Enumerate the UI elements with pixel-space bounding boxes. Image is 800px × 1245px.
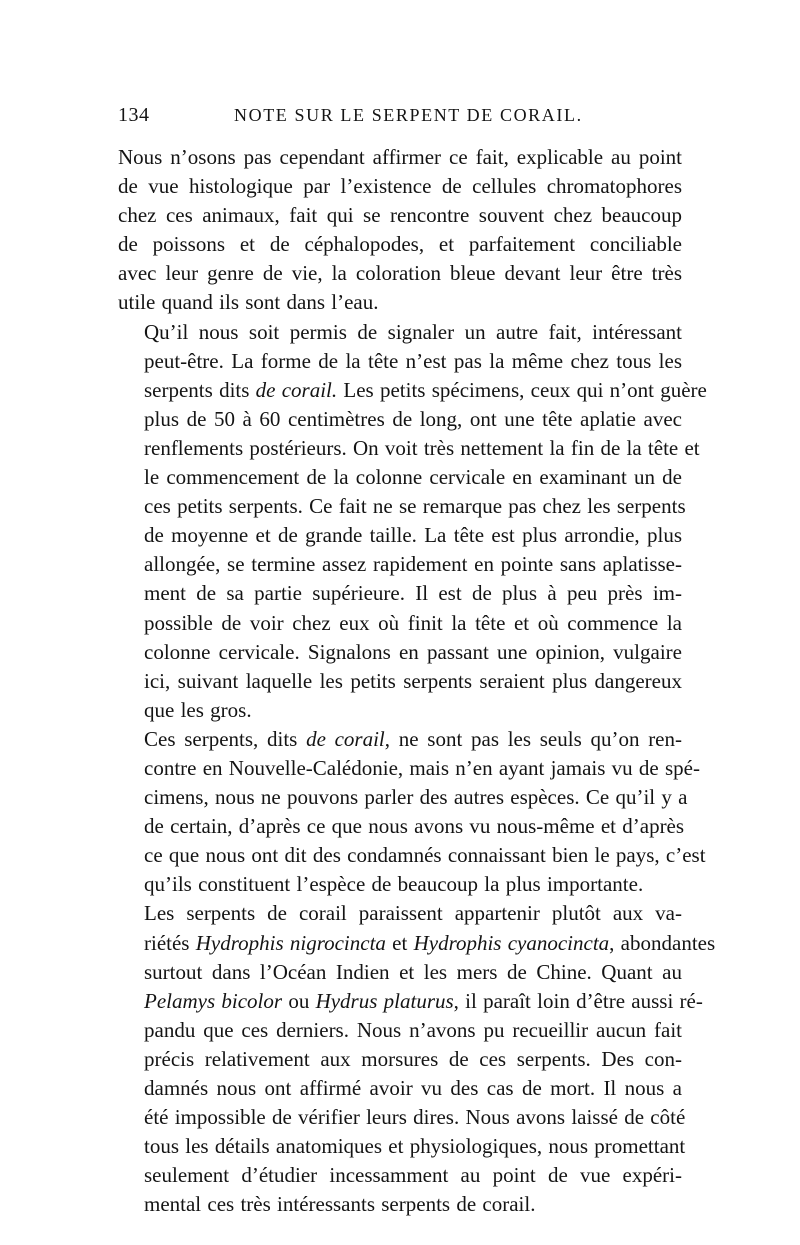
text-line: utile quand ils sont dans l’eau. <box>118 290 379 315</box>
text-line: qu’ils constituent l’espèce de beaucoup la plus importante. <box>144 872 644 897</box>
running-title: NOTE SUR LE SERPENT DE CORAIL. <box>234 105 583 125</box>
text-line: chez ces animaux, fait qui se rencontre souvent chez beaucoup <box>118 203 682 228</box>
text-line: colonne cervicale. Signalons en passant une opinion, vulgaire <box>144 639 682 664</box>
text-line: ces petits serpents. Ce fait ne se remarque pas chez les serpents <box>144 494 686 519</box>
text-line: Qu’il nous soit permis de signaler un autre fait, intéressant <box>144 319 682 344</box>
text-line: peut-être. La forme de la tête n’est pas la même chez tous les <box>144 348 682 373</box>
text-line: cimens, nous ne pouvons parler des autres espèces. Ce qu’il y a <box>144 785 688 810</box>
text-line: renflements postérieurs. On voit très nettement la fin de la tête et <box>144 435 700 460</box>
text-line: le commencement de la colonne cervicale en examinant un de <box>144 465 682 490</box>
text-line: possible de voir chez eux où finit la tête et où commence la <box>144 610 682 635</box>
italic-term: Hydrophis cyanocincta <box>413 930 610 955</box>
text-line: contre en Nouvelle-Calédonie, mais n’en ayant jamais vu de spé- <box>144 755 700 780</box>
text-line: ici, suivant laquelle les petits serpents seraient plus dangereux <box>144 668 682 693</box>
text-line: Les serpents de corail paraissent appartenir plutôt aux va- <box>144 901 682 926</box>
italic-term: Hydrophis nigrocincta <box>195 930 386 955</box>
paragraph <box>118 725 706 900</box>
page-number: 134 <box>118 104 150 126</box>
body-text <box>118 143 716 1219</box>
text-line: précis relativement aux morsures de ces serpents. Des con- <box>144 1046 682 1071</box>
text-line: riétés Hydrophis nigrocincta et Hydrophis cyanocincta, abondantes <box>144 930 716 955</box>
text-line: été impossible de vérifier leurs dires. Nous avons laissé de côté <box>144 1105 686 1130</box>
text-line: mental ces très intéressants serpents de corail. <box>144 1192 536 1217</box>
text-line: de moyenne et de grande taille. La tête est plus arrondie, plus <box>144 523 682 548</box>
text-line: tous les détails anatomiques et physiologiques, nous promettant <box>144 1134 686 1159</box>
text-line: de poissons et de céphalopodes, et parfaitement conciliable <box>118 232 682 257</box>
text-line: plus de 50 à 60 centimètres de long, ont une tête aplatie avec <box>144 406 682 431</box>
text-line: pandu que ces derniers. Nous n’avons pu recueillir aucun fait <box>144 1017 682 1042</box>
italic-term: de corail <box>306 726 385 751</box>
paragraph <box>118 143 682 318</box>
text-line: Pelamys bicolor ou Hydrus platurus, il paraît loin d’être aussi ré- <box>144 988 703 1013</box>
paragraph <box>118 899 716 1219</box>
italic-term: Hydrus platurus <box>315 988 454 1013</box>
text-line: Ces serpents, dits de corail, ne sont pas les seuls qu’on ren- <box>144 726 682 751</box>
text-line: allongée, se termine assez rapidement en pointe sans aplatisse- <box>144 552 682 577</box>
text-line: avec leur genre de vie, la coloration bleue devant leur être très <box>118 261 682 286</box>
text-line: surtout dans l’Océan Indien et les mers de Chine. Quant au <box>144 959 682 984</box>
text-line: que les gros. <box>144 697 252 722</box>
text-line: damnés nous ont affirmé avoir vu des cas de mort. Il nous a <box>144 1076 682 1100</box>
text-line: ment de sa partie supérieure. Il est de plus à peu près im- <box>144 581 682 606</box>
text-line: ce que nous ont dit des condamnés connaissant bien le pays, c’est <box>144 843 706 868</box>
page-header <box>118 104 682 134</box>
text-line: de certain, d’après ce que nous avons vu nous-même et d’après <box>144 814 685 839</box>
italic-term: Pelamys bicolor <box>144 988 283 1013</box>
text-line: seulement d’étudier incessamment au point de vue expéri- <box>144 1163 682 1188</box>
paragraph <box>118 318 707 725</box>
text-line: serpents dits de corail. Les petits spécimens, ceux qui n’ont guère <box>144 377 707 402</box>
italic-term: de corail. <box>255 377 338 402</box>
text-line: de vue histologique par l’existence de cellules chromatophores <box>118 174 682 199</box>
text-line: Nous n’osons pas cependant affirmer ce fait, explicable au point <box>118 145 682 169</box>
